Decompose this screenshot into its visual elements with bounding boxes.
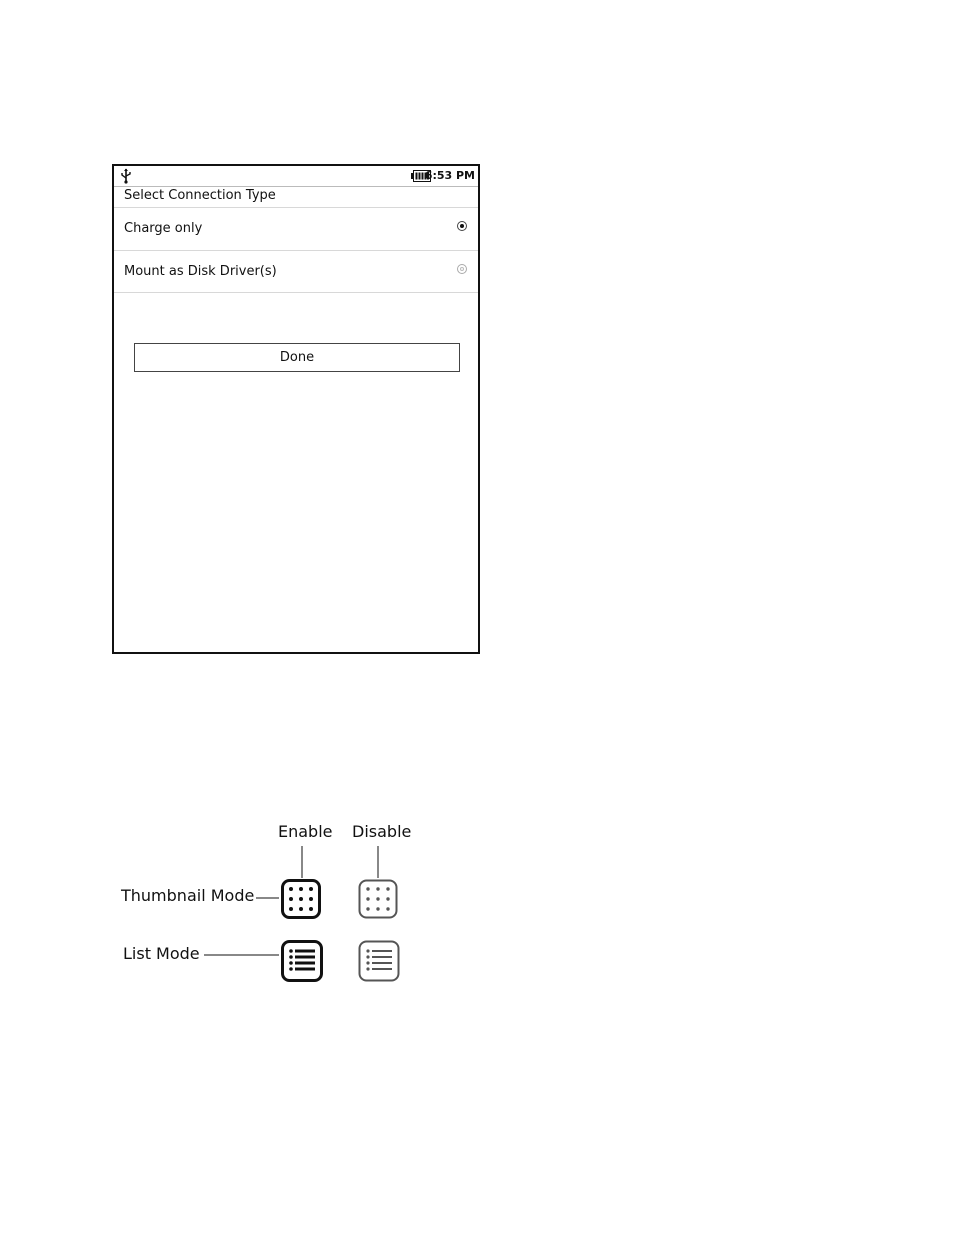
- divider: [114, 292, 478, 293]
- radio-selected-icon[interactable]: [457, 221, 467, 231]
- option-charge-only[interactable]: [114, 208, 478, 251]
- thumbnail-mode-label: Thumbnail Mode: [121, 886, 255, 905]
- list-icon-disabled: [358, 940, 400, 982]
- thumbnail-grid-icon-disabled: [358, 879, 398, 919]
- option-label: Charge only: [124, 221, 203, 236]
- disable-column-label: Disable: [352, 822, 412, 841]
- option-mount-disk[interactable]: [114, 251, 478, 293]
- option-label: Mount as Disk Driver(s): [124, 264, 277, 279]
- status-time: 6:53 PM: [424, 169, 475, 182]
- device-screen: [112, 164, 480, 654]
- status-bar: [114, 166, 478, 187]
- enable-column-label: Enable: [278, 822, 333, 841]
- done-button[interactable]: Done: [134, 343, 460, 372]
- thumbnail-grid-icon: [281, 879, 321, 919]
- list-icon: [281, 940, 323, 982]
- usb-icon: [120, 168, 132, 184]
- dialog-title: Select Connection Type: [124, 188, 276, 203]
- radio-unselected-icon[interactable]: [457, 264, 467, 274]
- list-mode-label: List Mode: [123, 944, 200, 963]
